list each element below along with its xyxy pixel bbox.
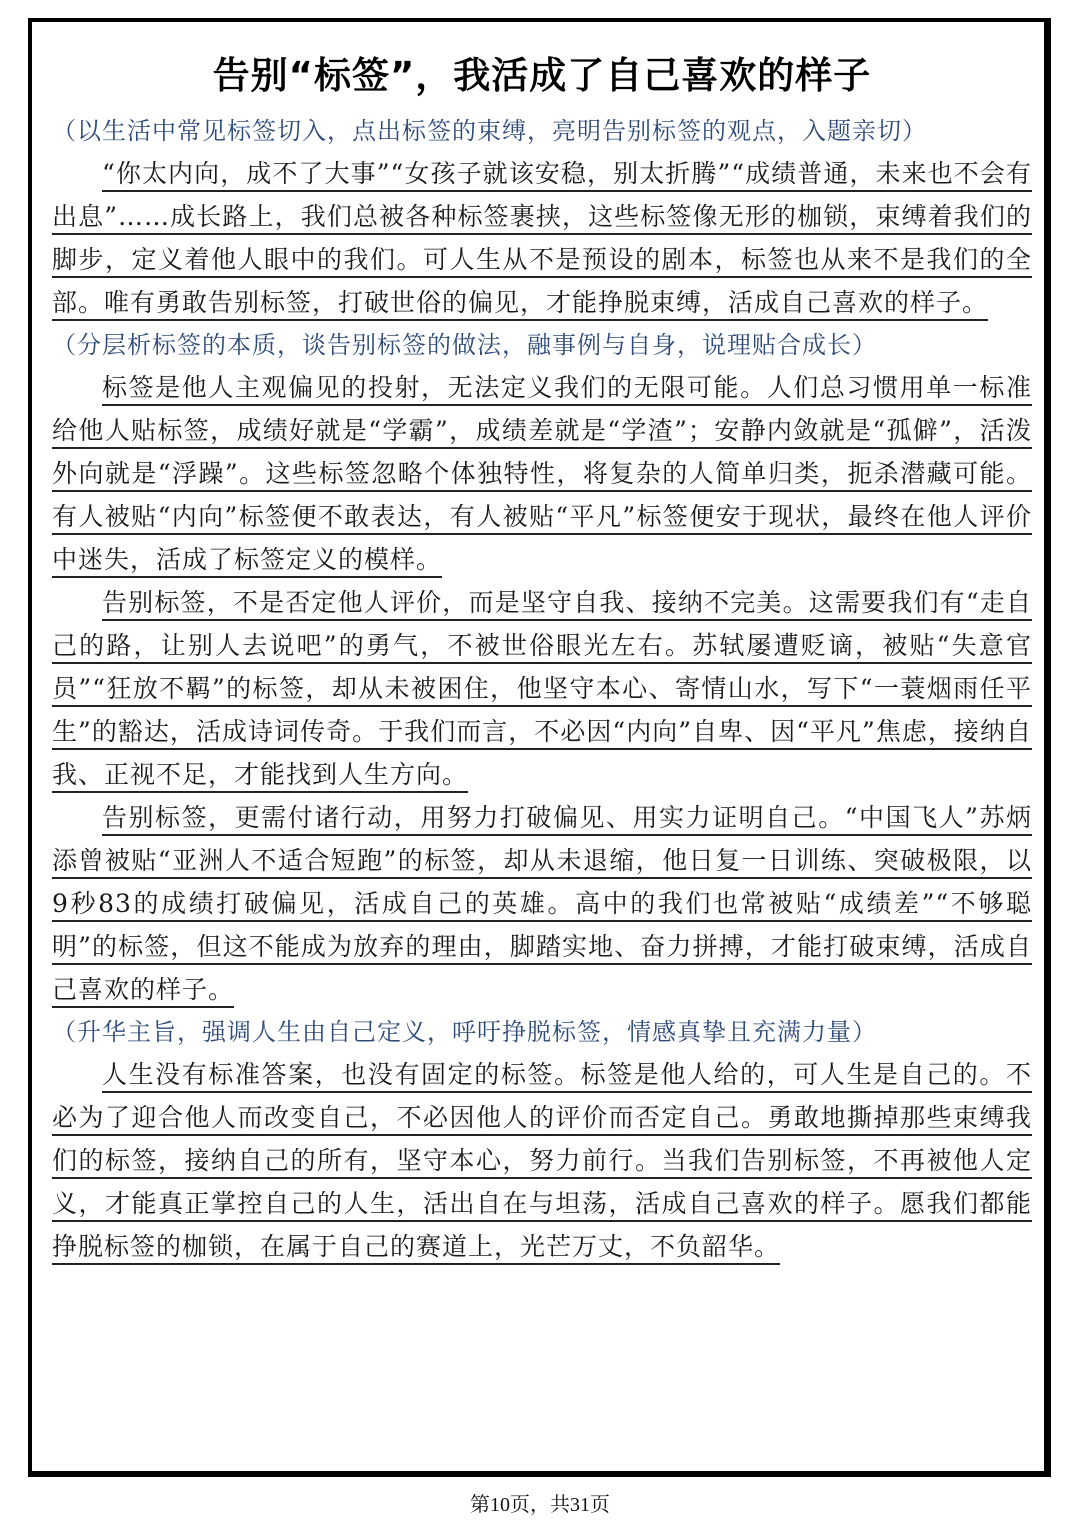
annotation-conclusion: （升华主旨，强调人生由自己定义，呼吁挣脱标签，情感真挚且充满力量） bbox=[52, 1018, 877, 1046]
annotation-body: （分层析标签的本质，谈告别标签的做法，融事例与自身，说理贴合成长） bbox=[52, 331, 877, 359]
essay-content bbox=[52, 50, 1032, 1268]
paragraph-4: 告别标签，更需付诸行动，用努力打破偏见、用实力证明自己。“中国飞人”苏炳添曾被贴“亚洲人不适合短跑”的标签，却从未退缩，他日复一日训练、突破极限，以9秒83的成绩打破偏见，活成自己的英雄。高中的我们也常被贴“成绩差”“不够聪明”的标签，但这不能成为放弃的理由，脚踏实地、奋力拼搏，才能打破束缚，活成自己喜欢的样子。 bbox=[52, 803, 1032, 1004]
paragraph-5: 人生没有标准答案，也没有固定的标签。标签是他人给的，可人生是自己的。不必为了迎合他人而改变自己，不必因他人的评价而否定自己。勇敢地撕掉那些束缚我们的标签，接纳自己的所有，坚守本心，努力前行。当我们告别标签，不再被他人定义，才能真正掌控自己的人生，活出自在与坦荡，活成自己喜欢的样子。愿我们都能挣脱标签的枷锁，在属于自己的赛道上，光芒万丈，不负韶华。 bbox=[52, 1060, 1032, 1261]
paragraph-1: “你太内向，成不了大事”“女孩子就该安稳，别太折腾”“成绩普通，未来也不会有出息”……成长路上，我们总被各种标签裹挟，这些标签像无形的枷锁，束缚着我们的脚步，定义着他人眼中的我们。可人生从不是预设的剧本，标签也从来不是我们的全部。唯有勇敢告别标签，打破世俗的偏见，才能挣脱束缚，活成自己喜欢的样子。 bbox=[52, 159, 1032, 317]
paragraph-2: 标签是他人主观偏见的投射，无法定义我们的无限可能。人们总习惯用单一标准给他人贴标签，成绩好就是“学霸”，成绩差就是“学渣”；安静内敛就是“孤僻”，活泼外向就是“浮躁”。这些标签忽略个体独特性，将复杂的人简单归类，扼杀潜藏可能。有人被贴“内向”标签便不敢表达，有人被贴“平凡”标签便安于现状，最终在他人评价中迷失，活成了标签定义的模样。 bbox=[52, 373, 1032, 574]
essay-title: 告别“标签”，我活成了自己喜欢的样子 bbox=[212, 54, 872, 97]
annotation-intro: （以生活中常见标签切入，点出标签的束缚，亮明告别标签的观点，入题亲切） bbox=[52, 117, 927, 145]
paragraph-3: 告别标签，不是否定他人评价，而是坚守自我、接纳不完美。这需要我们有“走自己的路，让别人去说吧”的勇气，不被世俗眼光左右。苏轼屡遭贬谪，被贴“失意官员”“狂放不羁”的标签，却从未被困住，他坚守本心、寄情山水，写下“一蓑烟雨任平生”的豁达，活成诗词传奇。于我们而言，不必因“内向”自卑、因“平凡”焦虑，接纳自我、正视不足，才能找到人生方向。 bbox=[52, 588, 1032, 789]
page-number: 第10页，共31页 bbox=[470, 1494, 610, 1516]
